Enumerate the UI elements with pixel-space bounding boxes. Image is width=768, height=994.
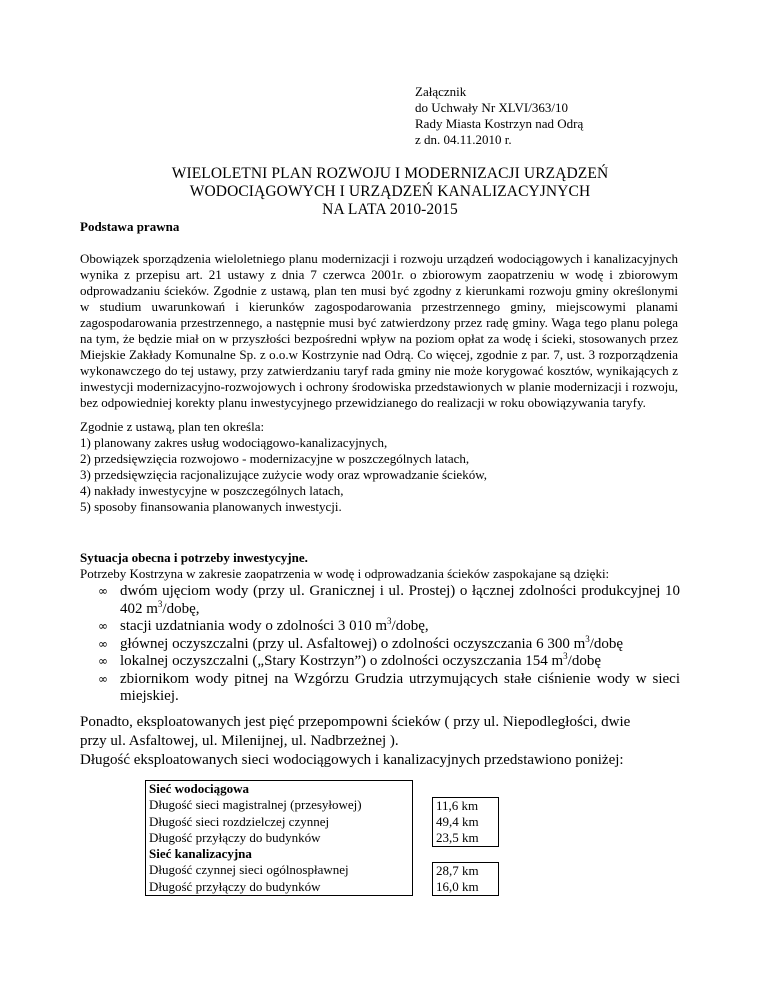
annex-line: z dn. 04.11.2010 r. — [415, 132, 512, 147]
annex-line: Rady Miasta Kostrzyn nad Odrą — [415, 116, 584, 131]
row-label: Długość przyłączy do budynków — [146, 879, 413, 896]
bullet-text-end: /dobę, — [162, 600, 200, 617]
infinity-bullet-icon: ∞ — [98, 671, 108, 686]
plan-scope-item: 5) sposoby finansowania planowanych inwestycji. — [80, 499, 342, 514]
table-row — [146, 862, 499, 879]
title-line: WIELOLETNI PLAN ROZWOJU I MODERNIZACJI URZĄDZEŃ — [171, 165, 609, 182]
legal-basis-paragraph: Obowiązek sporządzenia wieloletniego planu modernizacji i rozwoju urządzeń wodociągowych i kanalizacyjnych wynika z przepisu art. 21 ustawy z dnia 7 czerwca 2001r. o zbiorowym zaopatrzeniu w wodę i zbiorowym odprowadzaniu ścieków. Zgodnie z ustawą, plan ten musi być zgodny z kierunkami rozwoju gminy określonymi w studium uwarunkowań i kierunków zagospodarowania przestrzennego gminy, miejscowymi planami zagospodarowania przestrzennego, a następnie musi być zatwierdzony przez radę gminy. Waga tego planu polega na tym, że będzie miał on w przyszłości bezpośredni wpływ na poziom opłat za wodę i ścieki, stosowanych przez Miejskie Zakłady Komunalne Sp. z o.o.w Kostrzynie nad Odrą. Co więcej, zgodnie z par. 7, ust. 3 rozporządzenia wykonawczego do tej ustawy, przy zatwierdzaniu taryf rada gminy nie może korygować kosztów, wynikających z inwestycji modernizacyjno-rozwojowych i ochrony środowiska przedstawionych w planie modernizacji i rozwoju, bez odpowiedniej korekty planu inwestycyjnego przewidzianego do realizacji w roku obowiązywania taryfy. — [80, 251, 678, 410]
table-section-header-row — [146, 781, 499, 798]
infinity-bullet-icon: ∞ — [98, 584, 108, 598]
title-line: WODOCIĄGOWYCH I URZĄDZEŃ KANALIZACYJNYCH — [189, 183, 591, 200]
water-network-header: Sieć wodociągowa — [146, 781, 413, 798]
section-heading-current-situation: Sytuacja obecna i potrzeby inwestycyjne. — [80, 550, 308, 565]
row-label: Długość czynnej sieci ogólnospławnej — [146, 862, 413, 879]
bullet-text: zbiornikom wody pitnej na Wzgórzu Grudzia utrzymujących stałe ciśnienie wody w sieci miejskiej. — [120, 670, 680, 704]
infinity-bullet-icon: ∞ — [98, 636, 108, 651]
row-label: Długość sieci magistralnej (przesyłowej) — [146, 797, 413, 814]
annex-note — [415, 84, 583, 148]
sewer-network-header: Sieć kanalizacyjna — [146, 846, 413, 862]
plan-scope-item: 1) planowany zakres usług wodociągowo-kanalizacyjnych, — [80, 435, 388, 450]
title-line: NA LATA 2010-2015 — [322, 201, 458, 218]
infinity-bullet-icon: ∞ — [98, 619, 108, 633]
plan-scope-item: 4) nakłady inwestycyjne w poszczególnych latach, — [80, 483, 344, 498]
table-row — [146, 830, 499, 847]
section-heading-legal-basis: Podstawa prawna — [80, 219, 180, 234]
network-lengths-intro: Długość eksploatowanych sieci wodociągowych i kanalizacyjnych przedstawiono poniżej: — [80, 752, 624, 768]
facility-bullet — [80, 671, 680, 706]
row-value: 49,4 km — [433, 814, 499, 830]
facility-bullet — [80, 583, 680, 618]
row-value: 28,7 km — [433, 862, 499, 879]
bullet-superscript: 3 — [563, 651, 568, 661]
pumping-stations-line: przy ul. Asfaltowej, ul. Milenijnej, ul. Nadbrzeżnej ). — [80, 733, 399, 749]
pumping-stations-paragraph — [80, 713, 680, 770]
facility-bullet — [80, 618, 680, 636]
row-value: 11,6 km — [433, 797, 499, 814]
table-row — [146, 814, 499, 830]
bullet-superscript: 3 — [157, 598, 163, 609]
facilities-bullet-list — [80, 583, 680, 706]
bullet-text: stacji uzdatniania wody o zdolności 3 010 m — [120, 618, 388, 634]
current-situation-intro: Potrzeby Kostrzyna w zakresie zaopatrzenia w wodę i odprowadzania ścieków zaspokajane są dzięki: — [80, 566, 610, 581]
table-row — [146, 879, 499, 896]
row-label: Długość sieci rozdzielczej czynnej — [146, 814, 413, 830]
plan-scope-block — [80, 419, 678, 515]
document-title — [90, 165, 690, 219]
bullet-text: dwóm ujęciom wody (przy ul. Granicznej i ul. Prostej) o łącznej zdolności produkcyjnej 10 402 m — [120, 583, 680, 617]
bullet-text-end: /dobę, — [391, 618, 429, 634]
bullet-text-end: /dobę — [567, 653, 601, 669]
infinity-bullet-icon: ∞ — [98, 654, 108, 668]
network-lengths-table — [145, 780, 499, 896]
plan-scope-intro: Zgodnie z ustawą, plan ten określa: — [80, 419, 265, 434]
facility-bullet — [80, 653, 680, 671]
pumping-stations-line: Ponadto, eksploatowanych jest pięć przepompowni ścieków ( przy ul. Niepodległości, dwie — [80, 714, 631, 730]
row-value: 16,0 km — [433, 879, 499, 896]
annex-line: Załącznik — [415, 84, 467, 99]
bullet-superscript: 3 — [387, 616, 392, 626]
bullet-superscript: 3 — [585, 633, 590, 644]
row-value: 23,5 km — [433, 830, 499, 847]
row-label: Długość przyłączy do budynków — [146, 830, 413, 847]
bullet-text: lokalnej oczyszczalni („Stary Kostrzyn”) o zdolności oczyszczania 154 m — [120, 653, 564, 669]
table-section-header-row — [146, 846, 499, 862]
bullet-text-end: /dobę — [589, 635, 624, 652]
table-row — [146, 797, 499, 814]
plan-scope-item: 3) przedsięwzięcia racjonalizujące zużycie wody oraz wprowadzanie ścieków, — [80, 467, 487, 482]
bullet-text: głównej oczyszczalni (przy ul. Asfaltowej) o zdolności oczyszczania 6 300 m — [120, 635, 586, 652]
plan-scope-item: 2) przedsięwzięcia rozwojowo - modernizacyjne w poszczególnych latach, — [80, 451, 470, 466]
facility-bullet — [80, 633, 680, 654]
annex-line: do Uchwały Nr XLVI/363/10 — [415, 100, 568, 115]
